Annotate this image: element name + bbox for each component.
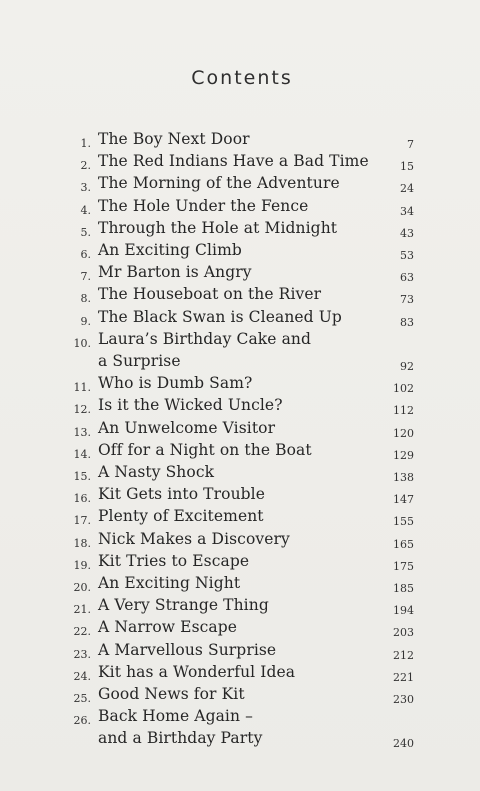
page-number: 83: [400, 315, 414, 329]
chapter-title: A Marvellous Surprise: [98, 640, 277, 659]
chapter-title: Through the Hole at Midnight: [98, 218, 338, 237]
page-number: 147: [393, 493, 414, 507]
page-number: 73: [400, 293, 414, 307]
chapter-number: 22.: [73, 625, 91, 639]
chapter-number: 19.: [73, 558, 91, 572]
chapter-title: Plenty of Excitement: [98, 507, 264, 526]
chapter-title: An Unwelcome Visitor: [98, 418, 276, 437]
chapter-title: Nick Makes a Discovery: [98, 529, 290, 548]
chapter-number: 24.: [73, 669, 91, 683]
chapter-title: An Exciting Climb: [98, 241, 242, 259]
page-number: 230: [393, 693, 414, 706]
chapter-number: 2.: [80, 159, 91, 173]
page-number: 24: [400, 182, 414, 196]
chapter-title: Who is Dumb Sam?: [98, 374, 253, 393]
page-number: 165: [393, 537, 414, 551]
chapter-title: Good News for Kit: [98, 685, 245, 703]
chapter-number: 16.: [73, 492, 91, 506]
chapter-title: Mr Barton is Angry: [98, 263, 252, 282]
chapter-title: and a Birthday Party: [98, 729, 263, 748]
chapter-title: Back Home Again –: [98, 707, 253, 726]
chapter-number: 11.: [73, 381, 91, 395]
chapter-number: 12.: [73, 403, 91, 417]
chapter-number: 26.: [73, 714, 91, 728]
chapter-title: A Very Strange Thing: [98, 596, 269, 615]
page-number: 240: [393, 737, 414, 751]
chapter-number: 20.: [73, 581, 91, 594]
chapter-title: An Exciting Night: [98, 574, 241, 592]
page-number: 34: [400, 204, 414, 218]
chapter-title: The Black Swan is Cleaned Up: [98, 307, 342, 326]
chapter-number: 8.: [80, 292, 91, 306]
chapter-title: Is it the Wicked Uncle?: [98, 396, 283, 415]
page-number: 7: [407, 138, 414, 151]
page-number: 129: [393, 448, 414, 462]
chapter-number: 13.: [73, 425, 91, 439]
chapter-title: The Morning of the Adventure: [98, 174, 340, 193]
page-number: 120: [393, 426, 414, 440]
chapter-title: The Boy Next Door: [98, 130, 250, 148]
page-number: 92: [400, 359, 414, 373]
chapter-number: 21.: [73, 603, 91, 617]
chapter-title: Kit has a Wonderful Idea: [98, 662, 296, 681]
page-number: 112: [393, 404, 414, 418]
chapter-number: 9.: [80, 314, 91, 328]
page-number: 63: [400, 271, 414, 285]
chapter-title: Laura’s Birthday Cake and: [98, 329, 312, 348]
chapter-number: 23.: [73, 647, 91, 661]
page-number: 53: [400, 249, 414, 262]
chapter-number: 1.: [80, 137, 91, 150]
chapter-number: 15.: [73, 470, 91, 483]
page-number: 203: [393, 626, 414, 640]
page-number: 155: [393, 515, 414, 529]
page-number: 194: [393, 604, 414, 618]
chapter-title: A Narrow Escape: [98, 618, 238, 637]
chapter-number: 7.: [80, 270, 91, 284]
chapter-title: The Red Indians Have a Bad Time: [98, 152, 369, 171]
chapter-number: 18.: [73, 536, 91, 550]
page-number: 15: [400, 160, 414, 174]
page-number: 185: [393, 582, 414, 595]
page-number: 175: [393, 559, 414, 573]
chapter-number: 5.: [80, 225, 91, 239]
chapter-title: Kit Gets into Trouble: [98, 485, 265, 504]
chapter-title: Off for a Night on the Boat: [98, 440, 312, 459]
page-number: 221: [393, 670, 414, 684]
chapter-number: 10.: [73, 336, 91, 350]
contents-heading: Contents: [191, 67, 293, 89]
chapter-number: 14.: [73, 447, 91, 461]
page-number: 102: [393, 382, 414, 396]
page-number: 43: [400, 226, 414, 240]
chapter-number: 25.: [73, 692, 91, 705]
chapter-title: Kit Tries to Escape: [98, 551, 250, 570]
chapter-title: A Nasty Shock: [98, 463, 215, 481]
chapter-number: 3.: [80, 181, 91, 195]
chapter-title: The Houseboat on the River: [98, 285, 322, 304]
page-number: 138: [393, 471, 414, 484]
chapter-title: The Hole Under the Fence: [98, 196, 309, 215]
chapter-number: 17.: [73, 514, 91, 528]
chapter-title: a Surprise: [98, 351, 181, 370]
chapter-number: 4.: [80, 203, 91, 217]
chapter-number: 6.: [80, 248, 91, 261]
page-number: 212: [393, 648, 414, 662]
